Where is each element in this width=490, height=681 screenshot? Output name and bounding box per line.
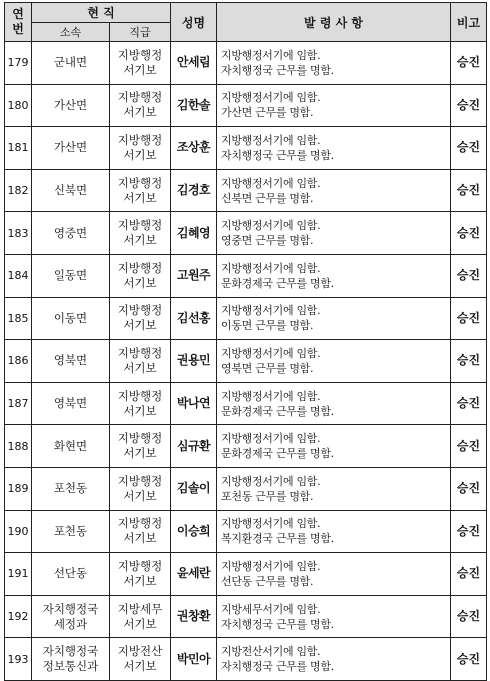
row-order — [217, 553, 451, 596]
header-number — [5, 3, 32, 42]
row-order — [217, 638, 451, 681]
row-order — [217, 42, 451, 85]
row-number — [5, 467, 32, 510]
cell-no: 191 — [7, 567, 29, 581]
cell-order2: 영북면 근무를 명함. — [221, 361, 314, 375]
cell-order1: 지방행정서기에 임함. — [221, 219, 321, 233]
row-order — [217, 127, 451, 170]
row-rank — [110, 127, 171, 170]
cell-rank1: 지방행정 — [117, 47, 163, 62]
row-remark — [451, 297, 487, 340]
cell-rank2: 서기보 — [123, 190, 157, 205]
cell-aff1: 화현면 — [53, 438, 88, 453]
row-rank — [110, 212, 171, 255]
personnel-table — [4, 2, 487, 681]
cell-order1: 지방행정서기에 임함. — [221, 517, 321, 531]
cell-order2: 문화경제국 근무를 명함. — [221, 276, 334, 290]
row-name — [171, 382, 217, 425]
cell-rank1: 지방행정 — [117, 473, 163, 488]
cell-aff1: 자치행정국 — [42, 601, 99, 616]
cell-rank2: 서기보 — [123, 275, 157, 290]
row-name — [171, 254, 217, 297]
cell-aff1: 영북면 — [53, 353, 88, 368]
row-number — [5, 169, 32, 212]
cell-order1: 지방세무서기에 임함. — [221, 602, 321, 616]
cell-order2: 자치행정국 근무를 명함. — [221, 617, 334, 631]
row-affiliation — [32, 254, 110, 297]
row-name — [171, 169, 217, 212]
row-rank — [110, 638, 171, 681]
row-affiliation — [32, 340, 110, 383]
cell-rank1: 지방행정 — [117, 558, 163, 573]
header-number-top: 연 — [12, 7, 24, 21]
cell-order2: 영중면 근무를 명함. — [221, 234, 314, 248]
cell-rank2: 서기보 — [123, 659, 157, 674]
row-order — [217, 425, 451, 468]
row-affiliation — [32, 42, 110, 85]
cell-name: 윤세란 — [176, 566, 211, 581]
cell-name: 이승희 — [176, 523, 211, 538]
row-order — [217, 340, 451, 383]
cell-order2: 이동면 근무를 명함. — [221, 319, 314, 333]
header-rank: 직급 — [110, 23, 171, 42]
row-affiliation — [32, 638, 110, 681]
row-affiliation — [32, 553, 110, 596]
cell-rank2: 서기보 — [123, 62, 157, 77]
cell-order1: 지방행정서기에 임함. — [221, 559, 321, 573]
cell-remark: 승진 — [456, 566, 481, 581]
cell-rank2: 서기보 — [123, 233, 157, 248]
row-remark — [451, 42, 487, 85]
cell-order1: 지방행정서기에 임함. — [221, 432, 321, 446]
table-row — [5, 84, 487, 127]
cell-no: 187 — [7, 397, 29, 411]
table-row — [5, 510, 487, 553]
row-remark — [451, 127, 487, 170]
cell-name: 심규환 — [176, 438, 211, 453]
cell-name: 조상훈 — [176, 140, 211, 155]
header-number-bottom: 번 — [12, 22, 24, 36]
cell-no: 193 — [7, 652, 29, 666]
cell-rank1: 지방전산 — [117, 644, 163, 659]
header-order: 발 령 사 항 — [217, 3, 451, 42]
table-row — [5, 169, 487, 212]
cell-rank1: 지방행정 — [117, 516, 163, 531]
row-name — [171, 425, 217, 468]
row-remark — [451, 169, 487, 212]
table-row — [5, 42, 487, 85]
row-affiliation — [32, 467, 110, 510]
row-remark — [451, 553, 487, 596]
row-order — [217, 169, 451, 212]
row-name — [171, 340, 217, 383]
cell-name: 김선홍 — [176, 310, 211, 325]
row-remark — [451, 425, 487, 468]
table-header — [5, 3, 487, 42]
cell-aff1: 신북면 — [53, 183, 88, 198]
header-current-position: 현 직 — [32, 3, 171, 23]
row-number — [5, 254, 32, 297]
row-order — [217, 254, 451, 297]
row-number — [5, 638, 32, 681]
cell-rank1: 지방행정 — [117, 303, 163, 318]
cell-no: 188 — [7, 439, 29, 453]
row-affiliation — [32, 425, 110, 468]
cell-name: 김경호 — [176, 183, 211, 198]
row-order — [217, 382, 451, 425]
row-number — [5, 340, 32, 383]
cell-no: 189 — [7, 482, 29, 496]
cell-order2: 복지환경국 근무를 명함. — [221, 532, 334, 546]
cell-no: 179 — [7, 56, 29, 70]
cell-aff1: 가산면 — [53, 97, 88, 112]
cell-order2: 자치행정국 근무를 명함. — [221, 63, 334, 77]
row-rank — [110, 169, 171, 212]
row-remark — [451, 84, 487, 127]
cell-order1: 지방행정서기에 임함. — [221, 346, 321, 360]
cell-remark: 승진 — [456, 481, 481, 496]
cell-remark: 승진 — [456, 310, 481, 325]
cell-remark: 승진 — [456, 268, 481, 283]
header-remark: 비고 — [451, 3, 487, 42]
row-name — [171, 510, 217, 553]
cell-order2: 선단동 근무를 명함. — [221, 574, 314, 588]
cell-name: 권용민 — [176, 353, 211, 368]
cell-remark: 승진 — [456, 438, 481, 453]
row-name — [171, 297, 217, 340]
cell-remark: 승진 — [456, 353, 481, 368]
row-rank — [110, 510, 171, 553]
row-remark — [451, 638, 487, 681]
row-rank — [110, 42, 171, 85]
table-row — [5, 467, 487, 510]
row-number — [5, 84, 32, 127]
row-affiliation — [32, 169, 110, 212]
row-remark — [451, 595, 487, 638]
cell-order2: 자치행정국 근무를 명함. — [221, 660, 334, 674]
cell-order1: 지방행정서기에 임함. — [221, 91, 321, 105]
row-order — [217, 212, 451, 255]
row-name — [171, 84, 217, 127]
cell-order2: 문화경제국 근무를 명함. — [221, 404, 334, 418]
row-order — [217, 297, 451, 340]
row-name — [171, 127, 217, 170]
cell-remark: 승진 — [456, 140, 481, 155]
cell-no: 180 — [7, 98, 29, 112]
cell-name: 박나연 — [176, 396, 211, 411]
personnel-order-document — [4, 2, 487, 681]
cell-no: 182 — [7, 184, 29, 198]
cell-aff1: 군내면 — [53, 55, 88, 70]
row-affiliation — [32, 297, 110, 340]
row-affiliation — [32, 212, 110, 255]
row-number — [5, 42, 32, 85]
row-name — [171, 638, 217, 681]
cell-no: 181 — [7, 141, 29, 155]
cell-rank1: 지방세무 — [117, 601, 163, 616]
cell-rank1: 지방행정 — [117, 431, 163, 446]
cell-aff2: 세정과 — [53, 616, 88, 631]
table-row — [5, 212, 487, 255]
cell-name: 안세림 — [176, 55, 211, 70]
cell-rank2: 서기보 — [123, 105, 157, 120]
cell-remark: 승진 — [456, 55, 481, 70]
row-number — [5, 425, 32, 468]
cell-rank2: 서기보 — [123, 403, 157, 418]
row-rank — [110, 297, 171, 340]
row-rank — [110, 467, 171, 510]
cell-rank2: 서기보 — [123, 360, 157, 375]
table-row — [5, 127, 487, 170]
row-rank — [110, 340, 171, 383]
cell-no: 186 — [7, 354, 29, 368]
cell-no: 185 — [7, 311, 29, 325]
cell-order1: 지방행정서기에 임함. — [221, 133, 321, 147]
row-order — [217, 510, 451, 553]
row-name — [171, 553, 217, 596]
row-remark — [451, 382, 487, 425]
table-row — [5, 638, 487, 681]
cell-no: 190 — [7, 524, 29, 538]
cell-rank1: 지방행정 — [117, 90, 163, 105]
cell-name: 고원주 — [176, 268, 211, 283]
cell-order2: 신북면 근무를 명함. — [221, 191, 314, 205]
cell-remark: 승진 — [456, 523, 481, 538]
header-affiliation: 소속 — [32, 23, 110, 42]
cell-remark: 승진 — [456, 651, 481, 666]
table-row — [5, 553, 487, 596]
cell-no: 192 — [7, 610, 29, 624]
cell-aff1: 선단동 — [53, 566, 88, 581]
cell-rank2: 서기보 — [123, 616, 157, 631]
cell-rank1: 지방행정 — [117, 345, 163, 360]
cell-rank2: 서기보 — [123, 488, 157, 503]
row-number — [5, 297, 32, 340]
table-row — [5, 425, 487, 468]
cell-rank1: 지방행정 — [117, 175, 163, 190]
cell-rank1: 지방행정 — [117, 218, 163, 233]
cell-aff2: 정보통신과 — [42, 659, 99, 674]
row-number — [5, 212, 32, 255]
cell-name: 김혜영 — [176, 225, 211, 240]
row-order — [217, 595, 451, 638]
cell-aff1: 가산면 — [53, 140, 88, 155]
table-row — [5, 340, 487, 383]
cell-aff1: 포천동 — [53, 481, 88, 496]
row-number — [5, 595, 32, 638]
row-name — [171, 595, 217, 638]
cell-remark: 승진 — [456, 97, 481, 112]
cell-name: 김한솔 — [176, 97, 211, 112]
cell-no: 183 — [7, 226, 29, 240]
cell-rank1: 지방행정 — [117, 132, 163, 147]
row-remark — [451, 254, 487, 297]
row-number — [5, 382, 32, 425]
row-remark — [451, 467, 487, 510]
cell-rank2: 서기보 — [123, 531, 157, 546]
cell-name: 박민아 — [176, 651, 211, 666]
row-rank — [110, 254, 171, 297]
row-number — [5, 510, 32, 553]
cell-order1: 지방행정서기에 임함. — [221, 389, 321, 403]
cell-aff1: 영북면 — [53, 396, 88, 411]
cell-aff1: 포천동 — [53, 523, 88, 538]
row-name — [171, 212, 217, 255]
cell-remark: 승진 — [456, 183, 481, 198]
cell-order1: 지방전산서기에 임함. — [221, 645, 321, 659]
cell-no: 184 — [7, 269, 29, 283]
row-rank — [110, 553, 171, 596]
header-name: 성명 — [171, 3, 217, 42]
row-name — [171, 467, 217, 510]
row-remark — [451, 340, 487, 383]
cell-name: 권창환 — [176, 609, 211, 624]
cell-order2: 문화경제국 근무를 명함. — [221, 447, 334, 461]
cell-rank2: 서기보 — [123, 318, 157, 333]
row-rank — [110, 425, 171, 468]
row-order — [217, 467, 451, 510]
cell-remark: 승진 — [456, 225, 481, 240]
row-affiliation — [32, 510, 110, 553]
row-rank — [110, 382, 171, 425]
table-row — [5, 382, 487, 425]
table-row — [5, 297, 487, 340]
row-affiliation — [32, 382, 110, 425]
row-affiliation — [32, 84, 110, 127]
row-number — [5, 127, 32, 170]
row-affiliation — [32, 127, 110, 170]
cell-aff1: 영중면 — [53, 225, 88, 240]
table-row — [5, 254, 487, 297]
cell-order1: 지방행정서기에 임함. — [221, 304, 321, 318]
table-row — [5, 595, 487, 638]
cell-rank2: 서기보 — [123, 573, 157, 588]
cell-order2: 포천동 근무를 명함. — [221, 489, 314, 503]
cell-rank2: 서기보 — [123, 147, 157, 162]
cell-rank2: 서기보 — [123, 446, 157, 461]
cell-aff1: 자치행정국 — [42, 644, 99, 659]
cell-name: 김솔이 — [176, 481, 211, 496]
cell-aff1: 일동면 — [53, 268, 88, 283]
row-order — [217, 84, 451, 127]
row-name — [171, 42, 217, 85]
row-rank — [110, 84, 171, 127]
cell-remark: 승진 — [456, 609, 481, 624]
cell-order1: 지방행정서기에 임함. — [221, 48, 321, 62]
cell-rank1: 지방행정 — [117, 388, 163, 403]
cell-order2: 가산면 근무를 명함. — [221, 106, 314, 120]
cell-rank1: 지방행정 — [117, 260, 163, 275]
cell-order1: 지방행정서기에 임함. — [221, 176, 321, 190]
cell-order1: 지방행정서기에 임함. — [221, 261, 321, 275]
cell-order1: 지방행정서기에 임함. — [221, 474, 321, 488]
table-body — [5, 42, 487, 681]
row-remark — [451, 510, 487, 553]
cell-remark: 승진 — [456, 396, 481, 411]
row-rank — [110, 595, 171, 638]
row-number — [5, 553, 32, 596]
row-affiliation — [32, 595, 110, 638]
cell-aff1: 이동면 — [53, 310, 88, 325]
cell-order2: 자치행정국 근무를 명함. — [221, 148, 334, 162]
row-remark — [451, 212, 487, 255]
